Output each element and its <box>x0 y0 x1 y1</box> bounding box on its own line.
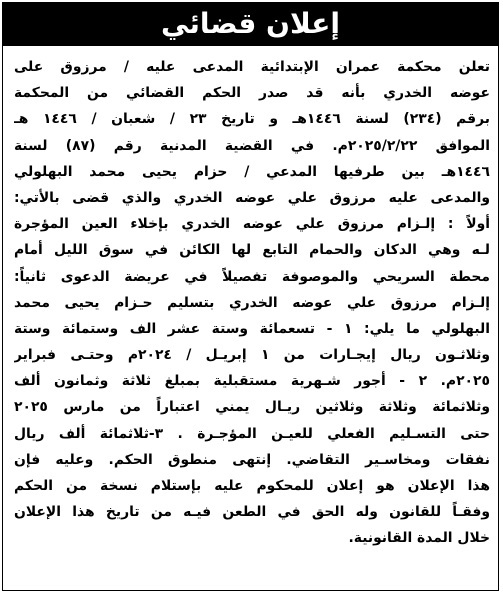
notice-line: برقم (٢٣٤) لسنة ١٤٤٦هـ و تاريخ ٢٣ / شعبان / ١٤٤٦ هـ <box>14 111 490 128</box>
notice-line: وثلاثـون ريال إيجـارات من ١ إبريـل / ٢٠٢٤م وحتـى فبراير <box>14 347 490 364</box>
notice-line: حتى التسـليم الفعلي للعيـن المؤجـرة . ٣-ثلاثمائة ألف ريال <box>14 425 490 442</box>
notice-line: وثلاثمائة وثلاثة وثلاثين ريـال يمني اعتباراً من مارس ٢٠٢٥ <box>14 399 490 416</box>
notice-line: هذا الإعلان هو إعلان للمحكوم عليه بإستلام نسخة من الحكم <box>14 478 490 494</box>
notice-line: خلال المدة القانونية. <box>348 530 490 547</box>
notice-title-bar <box>2 2 499 46</box>
notice-line: وفقـاً للقانون وله الحق في الطعن فيـه من تاريخ هذا الإعلان <box>14 504 490 521</box>
notice-line: لـه وهي الدكان والحمام التابع لها الكائن في سوق الليل أمام <box>14 242 490 259</box>
notice-title: إعلان قضائي <box>161 7 340 40</box>
notice-line: إلـزام مرزوق علي عوضه الخدري بتسليم حـزام يحيى محمد <box>14 294 490 311</box>
notice-line: أولاً : إلـزام مرزوق علي عوضه الخدري بإخلاء العين المؤجرة <box>14 216 490 233</box>
notice-body <box>14 54 490 552</box>
notice-line: ٢٠٢٥م. ٢ - أجور شـهرية مستقبلية بمبلغ ثلاثة وثمانون ألف <box>14 373 490 390</box>
notice-line: محطة السريحي والموصوفة تفصيلاً في عريضة الدعوى ثانياً: <box>14 268 490 285</box>
notice-line: والمدعى عليه مرزوق علي عوضه الخدري والذي قضى بالأتي: <box>14 189 490 206</box>
notice-line: تعلن محكمة عمران الإبتدائية المدعى عليه / مرزوق على <box>14 59 490 75</box>
notice-line: البهلولي ما يلي: ١ - تسعمائة وستة عشر الف وستمائة وستة <box>14 320 490 337</box>
notice-line: ١٤٤٦هـ بين طرفيها المدعي / حزام يحيى محمد البهلولي <box>14 163 490 180</box>
notice-line: نفقات ومخاسـير التقاضي. إنتهى منطوق الحكم. وعليه فإن <box>14 451 490 468</box>
notice-line: عوضه الخدري بأنه قد صدر الحكم القضائي من المحكمة <box>14 85 490 102</box>
notice-line: الموافق ٢٠٢٥/٢/٢٢م. في القضية المدنية رقم (٨٧) لسنة <box>14 137 490 154</box>
